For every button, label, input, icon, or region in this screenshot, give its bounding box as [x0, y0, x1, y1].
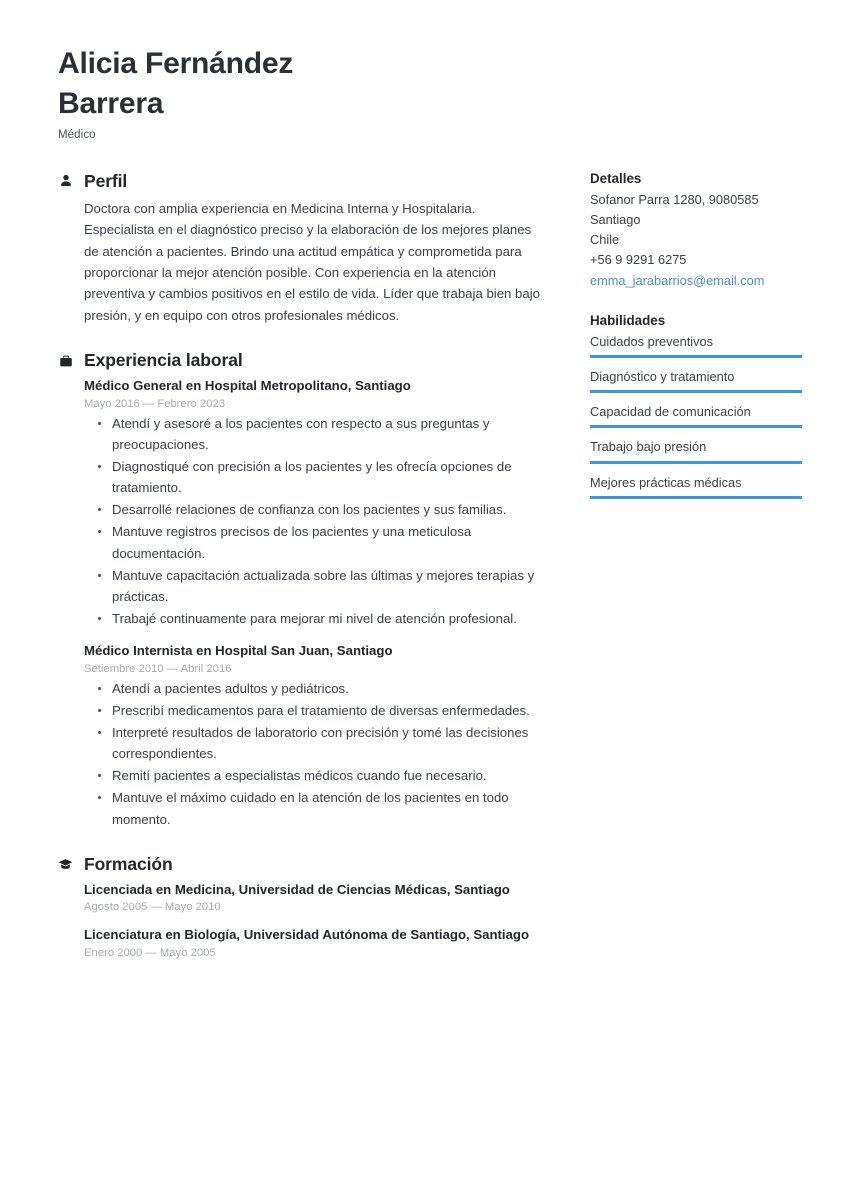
sidebar-skills-title: Habilidades [590, 312, 666, 328]
skill-item [590, 367, 802, 393]
section-profile-body [58, 198, 548, 326]
section-education-body [58, 881, 548, 959]
education-entry [84, 881, 548, 914]
person-icon [58, 174, 73, 189]
skill-level-bar [590, 496, 802, 499]
detail-email[interactable]: emma_jarabarrios@email.com [590, 272, 765, 288]
experience-entry [84, 642, 548, 830]
education-entry-date: Enero 2000 — Mayo 2005 [84, 947, 216, 960]
skill-label: Mejores prácticas médicas [590, 474, 742, 490]
experience-entry-date: Setiembre 2010 — Abril 2016 [84, 662, 232, 675]
experience-entry-title: Médico Internista en Hospital San Juan, Santiago [84, 643, 393, 659]
skill-item [590, 473, 802, 499]
detail-address: Sofanor Parra 1280, 9080585 [590, 191, 759, 207]
section-education-header [58, 854, 548, 875]
profile-text: Doctora con amplia experiencia en Medicina Interna y Hospitalaria. Especialista en el diagnóstico preciso y la elaboración de los mejores planes de atención a pacientes. Brindo una actitud empática y comprometida para proporcionar la mejor atención posible. Con experiencia en la atención preventiva y cambios positivos en el estilo de vida. Líder que trabaja bien bajo presión, y en equipo con otros profesionales médicos. [84, 200, 540, 323]
section-education-title: Formación [84, 853, 173, 874]
bullet-item: Remití pacientes a especialistas médicos cuando fue necesario. [84, 765, 548, 786]
skill-item [590, 332, 802, 358]
skill-level-bar [590, 461, 802, 464]
skill-item [590, 402, 802, 428]
experience-entry-date: Mayo 2016 — Febrero 2023 [84, 397, 226, 410]
section-experience-header [58, 350, 548, 371]
education-entry-title: Licenciada en Medicina, Universidad de Ciencias Médicas, Santiago [84, 881, 510, 897]
candidate-job-title: Médico [58, 128, 96, 141]
bullet-item: Atendí a pacientes adultos y pediátricos. [84, 678, 548, 699]
bullet-item: Prescribí medicamentos para el tratamiento de diversas enfermedades. [84, 700, 548, 721]
detail-city: Santiago [590, 212, 641, 227]
section-experience-title: Experiencia laboral [84, 350, 243, 371]
resume-header [58, 44, 794, 141]
section-profile [58, 171, 548, 326]
sidebar-details-block [590, 171, 802, 291]
bullet-item: Interpreté resultados de laboratorio con precisión y tomé las decisiones correspondientes. [84, 722, 548, 764]
sidebar-column [590, 171, 802, 521]
experience-entry-bullets [84, 413, 548, 629]
resume-columns [58, 171, 794, 963]
bullet-item: Diagnostiqué con precisión a los pacientes y les ofrecía opciones de tratamiento. [84, 456, 548, 498]
skill-label: Cuidados preventivos [590, 333, 714, 349]
bullet-item: Desarrollé relaciones de confianza con los pacientes y sus familias. [84, 499, 548, 520]
skill-level-bar [590, 355, 802, 358]
detail-phone[interactable]: +56 9 9291 6275 [590, 252, 687, 268]
skill-label: Trabajo bajo presión [590, 439, 707, 455]
education-entry-date: Agosto 2005 — Mayo 2010 [84, 901, 221, 914]
education-entry-title: Licenciatura en Biología, Universidad Autónoma de Santiago, Santiago [84, 927, 530, 943]
experience-entry-bullets [84, 678, 548, 830]
section-profile-header [58, 171, 548, 192]
skill-level-bar [590, 425, 802, 428]
section-profile-title: Perfil [84, 170, 128, 191]
main-column [58, 171, 548, 963]
detail-country: Chile [590, 232, 620, 248]
bullet-item: Mantuve capacitación actualizada sobre las últimas y mejores terapias y prácticas. [84, 565, 548, 607]
skill-item [590, 437, 802, 463]
briefcase-icon [58, 353, 73, 368]
skill-label: Diagnóstico y tratamiento [590, 369, 735, 385]
experience-entry [84, 377, 548, 629]
section-experience [58, 350, 548, 830]
education-entry [84, 926, 548, 959]
skill-level-bar [590, 390, 802, 393]
sidebar-details-title: Detalles [590, 170, 642, 186]
bullet-item: Mantuve el máximo cuidado en la atención de los pacientes en todo momento. [84, 787, 548, 829]
graduation-cap-icon [58, 857, 73, 872]
experience-entry-title: Médico General en Hospital Metropolitano, Santiago [84, 378, 411, 394]
skill-label: Capacidad de comunicación [590, 404, 751, 420]
spacer [58, 834, 548, 854]
spacer [58, 330, 548, 350]
bullet-item: Atendí y asesoré a los pacientes con respecto a sus preguntas y preocupaciones. [84, 413, 548, 455]
section-education [58, 854, 548, 959]
sidebar-skills-block [590, 313, 802, 499]
bullet-item: Mantuve registros precisos de los pacientes y una meticulosa documentación. [84, 521, 548, 563]
bullet-item: Trabajé continuamente para mejorar mi nivel de atención profesional. [84, 608, 548, 629]
candidate-name: Alicia Fernández Barrera [58, 47, 294, 120]
section-experience-body [58, 377, 548, 830]
